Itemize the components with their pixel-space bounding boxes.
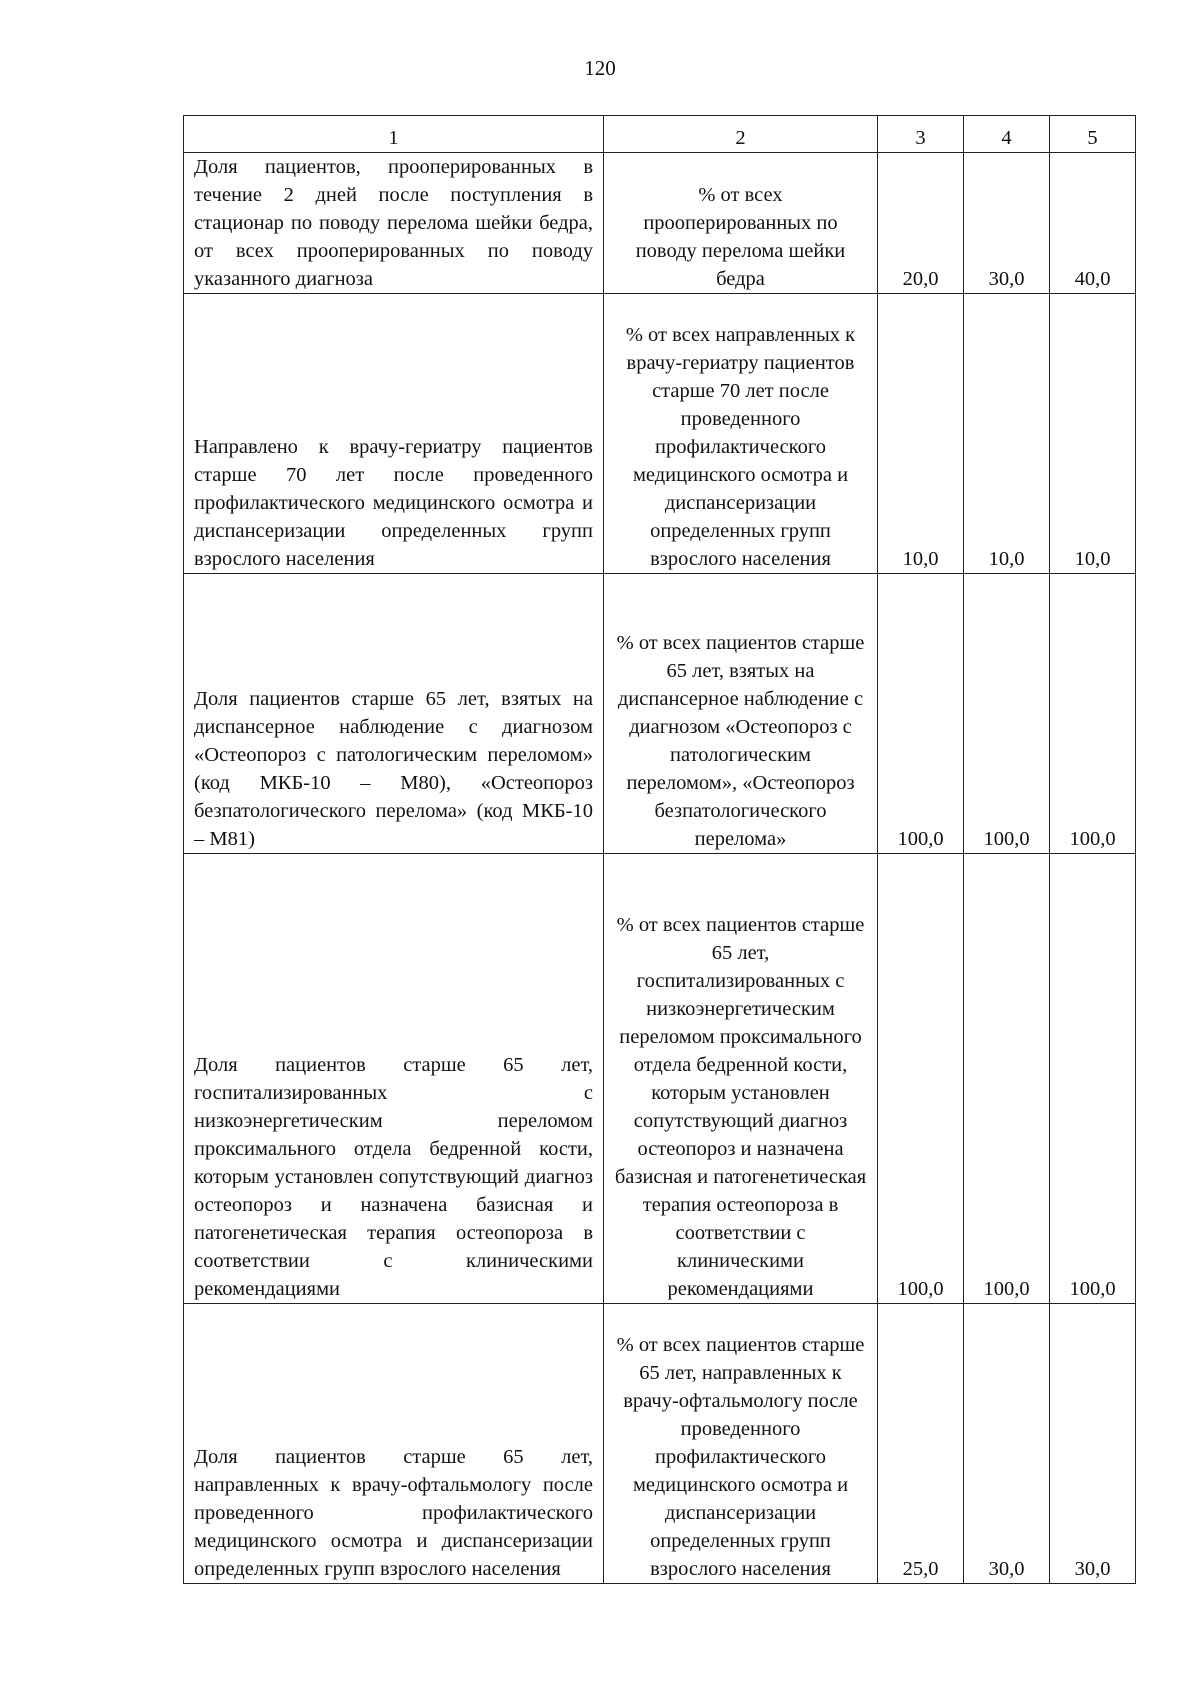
value-cell-3: 10,0 xyxy=(878,294,964,574)
unit-cell: % от всех прооперированных по поводу перелома шейки бедра xyxy=(604,153,878,294)
indicators-table xyxy=(183,115,1136,1584)
unit-cell: % от всех направленных к врачу-гериатру пациентов старше 70 лет после проведенного профилактического медицинского осмотра и диспансеризации определенных групп взрослого населения xyxy=(604,294,878,574)
unit-cell: % от всех пациентов старше 65 лет, направленных к врачу-офтальмологу после проведенного профилактического медицинского осмотра и диспансеризации определенных групп взрослого населения xyxy=(604,1304,878,1584)
indicator-cell: Направлено к врачу-гериатру пациентов старше 70 лет после проведенного профилактического медицинского осмотра и диспансеризации определенных групп взрослого населения xyxy=(184,294,604,574)
value-cell-4: 100,0 xyxy=(964,854,1050,1304)
table-row xyxy=(184,574,1136,854)
indicator-cell: Доля пациентов старше 65 лет, взятых на диспансерное наблюдение с диагнозом «Остеопороз с патологическим переломом» (код МКБ-10 – М80), «Остеопороз безпатологического перелома» (код МКБ-10 – М81) xyxy=(184,574,604,854)
value-cell-3: 20,0 xyxy=(878,153,964,294)
unit-cell: % от всех пациентов старше 65 лет, взятых на диспансерное наблюдение с диагнозом «Остеопороз с патологическим переломом», «Остеопороз безпатологического перелома» xyxy=(604,574,878,854)
value-cell-4: 10,0 xyxy=(964,294,1050,574)
column-header-2: 2 xyxy=(604,116,878,153)
indicator-cell: Доля пациентов старше 65 лет, направленных к врачу-офтальмологу после проведенного профилактического медицинского осмотра и диспансеризации определенных групп взрослого населения xyxy=(184,1304,604,1584)
column-header-3: 3 xyxy=(878,116,964,153)
column-header-1: 1 xyxy=(184,116,604,153)
value-cell-4: 30,0 xyxy=(964,1304,1050,1584)
value-cell-5: 100,0 xyxy=(1050,854,1136,1304)
value-cell-5: 40,0 xyxy=(1050,153,1136,294)
column-header-4: 4 xyxy=(964,116,1050,153)
indicator-cell: Доля пациентов, прооперированных в течение 2 дней после поступления в стационар по поводу перелома шейки бедра, от всех прооперированных по поводу указанного диагноза xyxy=(184,153,604,294)
value-cell-3: 100,0 xyxy=(878,574,964,854)
value-cell-4: 30,0 xyxy=(964,153,1050,294)
indicator-cell: Доля пациентов старше 65 лет, госпитализированных с низкоэнергетическим переломом проксимального отдела бедренной кости, которым установлен сопутствующий диагноз остеопороз и назначена базисная и патогенетическая терапия остеопороза в соответствии с клиническими рекомендациями xyxy=(184,854,604,1304)
table-row xyxy=(184,1304,1136,1584)
table-row xyxy=(184,854,1136,1304)
value-cell-3: 25,0 xyxy=(878,1304,964,1584)
table-header-row xyxy=(184,116,1136,153)
value-cell-5: 10,0 xyxy=(1050,294,1136,574)
value-cell-3: 100,0 xyxy=(878,854,964,1304)
table-row xyxy=(184,153,1136,294)
value-cell-5: 30,0 xyxy=(1050,1304,1136,1584)
table-row xyxy=(184,294,1136,574)
value-cell-4: 100,0 xyxy=(964,574,1050,854)
value-cell-5: 100,0 xyxy=(1050,574,1136,854)
unit-cell: % от всех пациентов старше 65 лет, госпитализированных с низкоэнергетическим переломом проксимального отдела бедренной кости, которым установлен сопутствующий диагноз остеопороз и назначена базисная и патогенетическая терапия остеопороза в соответствии с клиническими рекомендациями xyxy=(604,854,878,1304)
column-header-5: 5 xyxy=(1050,116,1136,153)
page-number: 120 xyxy=(584,56,616,80)
